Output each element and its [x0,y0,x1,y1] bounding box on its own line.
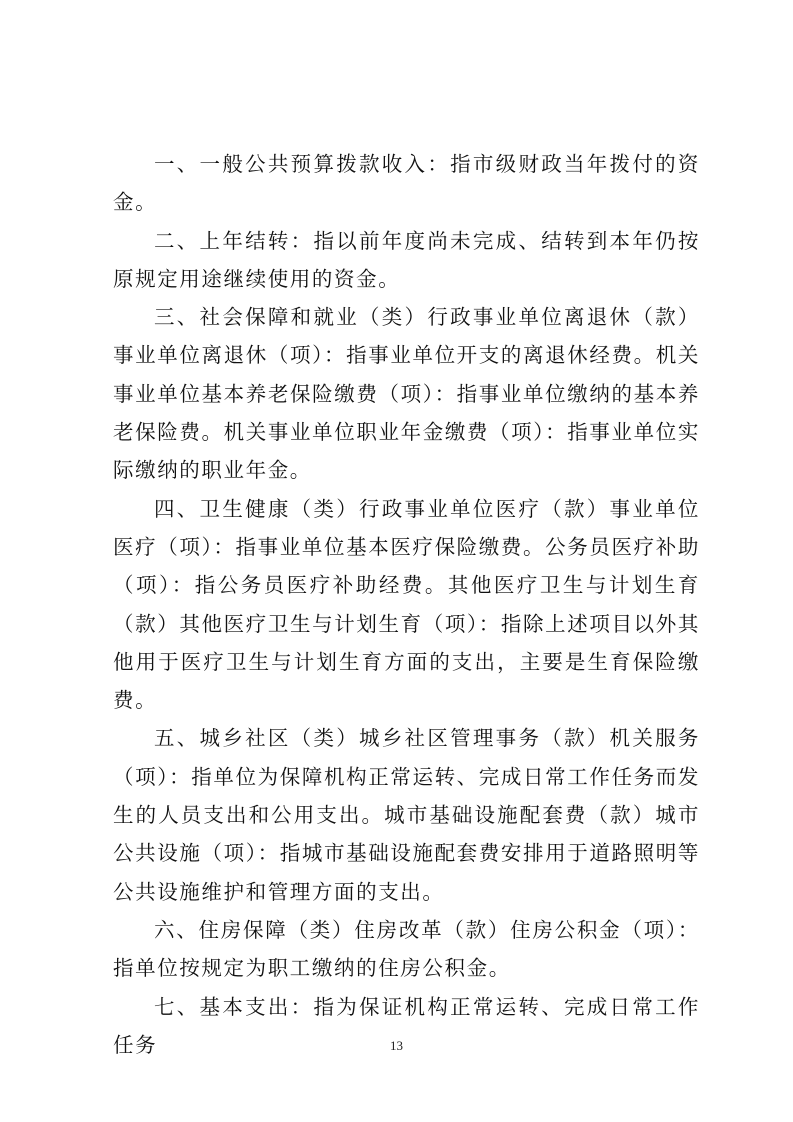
paragraph-general-budget-income: 一、一般公共预算拨款收入：指市级财政当年拨付的资金。 [113,152,700,215]
paragraph-social-security: 三、社会保障和就业（类）行政事业单位离退休（款）事业单位离退休（项）：指事业单位开支的离退休经费。机关事业单位基本养老保险缴费（项）：指事业单位缴纳的基本养老保险费。机关事业单位职业年金缴费（项）：指事业单位实际缴纳的职业年金。 [113,305,700,483]
paragraph-health: 四、卫生健康（类）行政事业单位医疗（款）事业单位医疗（项）：指事业单位基本医疗保险缴费。公务员医疗补助（项）：指公务员医疗补助经费。其他医疗卫生与计划生育（款）其他医疗卫生与计划生育（项）：指除上述项目以外其他用于医疗卫生与计划生育方面的支出，主要是生育保险缴费。 [113,496,700,713]
paragraph-prior-year-carryover: 二、上年结转：指以前年度尚未完成、结转到本年仍按原规定用途继续使用的资金。 [113,228,700,291]
page-number: 13 [390,1038,403,1053]
document-body [113,145,700,1064]
paragraph-basic-expenditure: 七、基本支出：指为保证机构正常运转、完成日常工作任务 [113,994,700,1057]
paragraph-urban-rural-community: 五、城乡社区（类）城乡社区管理事务（款）机关服务（项）：指单位为保障机构正常运转、完成日常工作任务而发生的人员支出和公用支出。城市基础设施配套费（款）城市公共设施（项）：指城市基础设施配套费安排用于道路照明等公共设施维护和管理方面的支出。 [113,726,700,904]
paragraph-housing-security: 六、住房保障（类）住房改革（款）住房公积金（项）：指单位按规定为职工缴纳的住房公积金。 [113,917,700,981]
